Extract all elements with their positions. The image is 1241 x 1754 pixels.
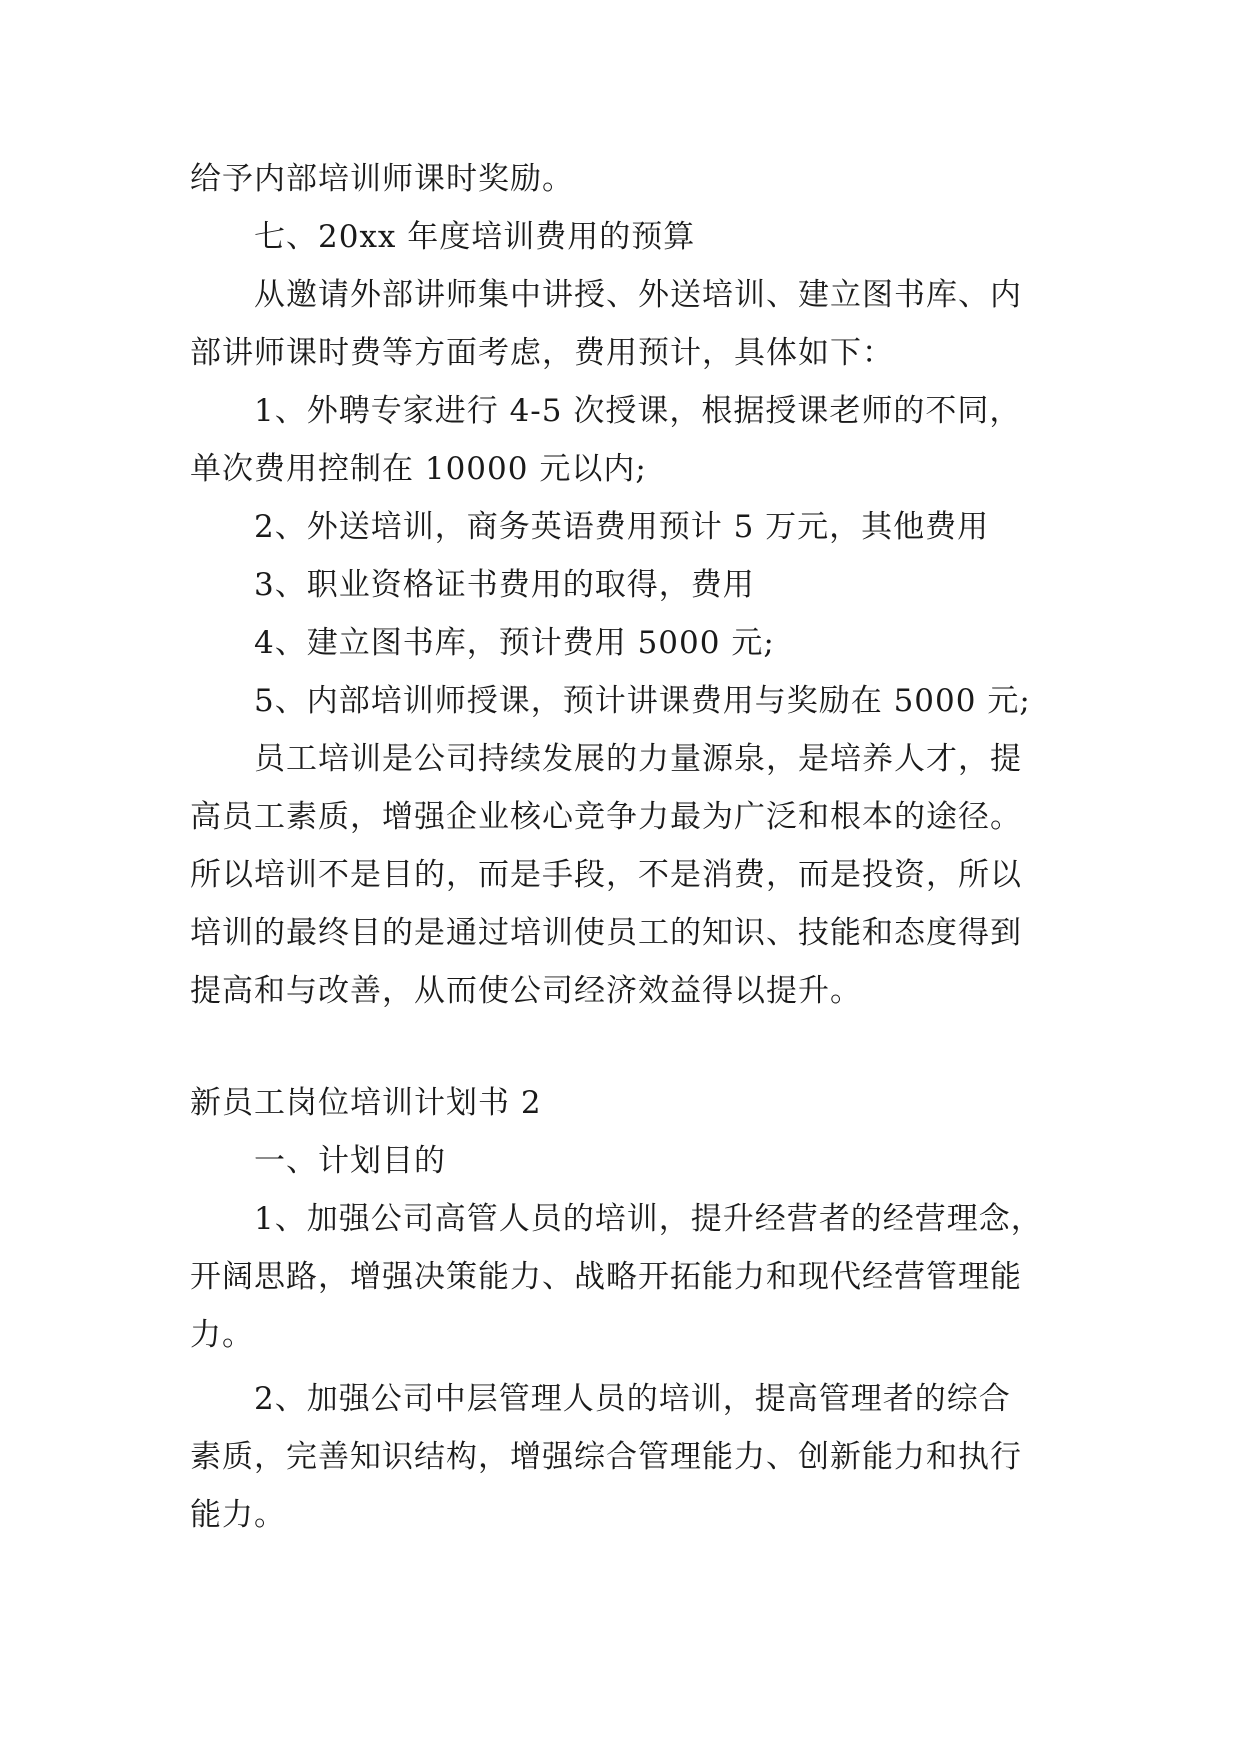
text-line: 提高和与改善，从而使公司经济效益得以提升。 [190, 973, 862, 1009]
text-line: 所以培训不是目的，而是手段，不是消费，而是投资，所以 [190, 857, 1022, 893]
list-item: 2、加强公司中层管理人员的培训，提高管理者的综合 [254, 1381, 1011, 1417]
list-item: 3、职业资格证书费用的取得，费用 [254, 567, 755, 603]
list-item: 5、内部培训师授课，预计讲课费用与奖励在 5000 元; [254, 683, 1031, 719]
document-title: 新员工岗位培训计划书 2 [190, 1085, 542, 1121]
list-item-continuation: 单次费用控制在 10000 元以内; [190, 451, 647, 487]
text-line: 高员工素质，增强企业核心竞争力最为广泛和根本的途径。 [190, 799, 1022, 835]
list-item: 2、外送培训，商务英语费用预计 5 万元，其他费用 [254, 509, 990, 545]
text-line: 员工培训是公司持续发展的力量源泉，是培养人才，提 [254, 741, 1022, 777]
text-line: 培训的最终目的是通过培训使员工的知识、技能和态度得到 [190, 915, 1022, 951]
text-line: 部讲师课时费等方面考虑，费用预计，具体如下： [190, 335, 894, 371]
document-body [190, 150, 1060, 1544]
section-heading: 一、计划目的 [254, 1143, 446, 1179]
list-item-continuation: 开阔思路，增强决策能力、战略开拓能力和现代经营管理能 [190, 1259, 1022, 1295]
list-item: 1、外聘专家进行 4-5 次授课，根据授课老师的不同， [254, 393, 1022, 429]
list-item: 4、建立图书库，预计费用 5000 元; [254, 625, 775, 661]
list-item: 1、加强公司高管人员的培训，提升经营者的经营理念， [254, 1201, 1043, 1237]
list-item-continuation: 素质，完善知识结构，增强综合管理能力、创新能力和执行 [190, 1439, 1022, 1475]
list-item-continuation: 能力。 [190, 1497, 286, 1533]
list-item-continuation: 力。 [190, 1317, 254, 1353]
text-line: 给予内部培训师课时奖励。 [190, 161, 574, 197]
text-line: 从邀请外部讲师集中讲授、外送培训、建立图书库、内 [254, 277, 1022, 313]
section-heading: 七、20xx 年度培训费用的预算 [254, 219, 696, 255]
